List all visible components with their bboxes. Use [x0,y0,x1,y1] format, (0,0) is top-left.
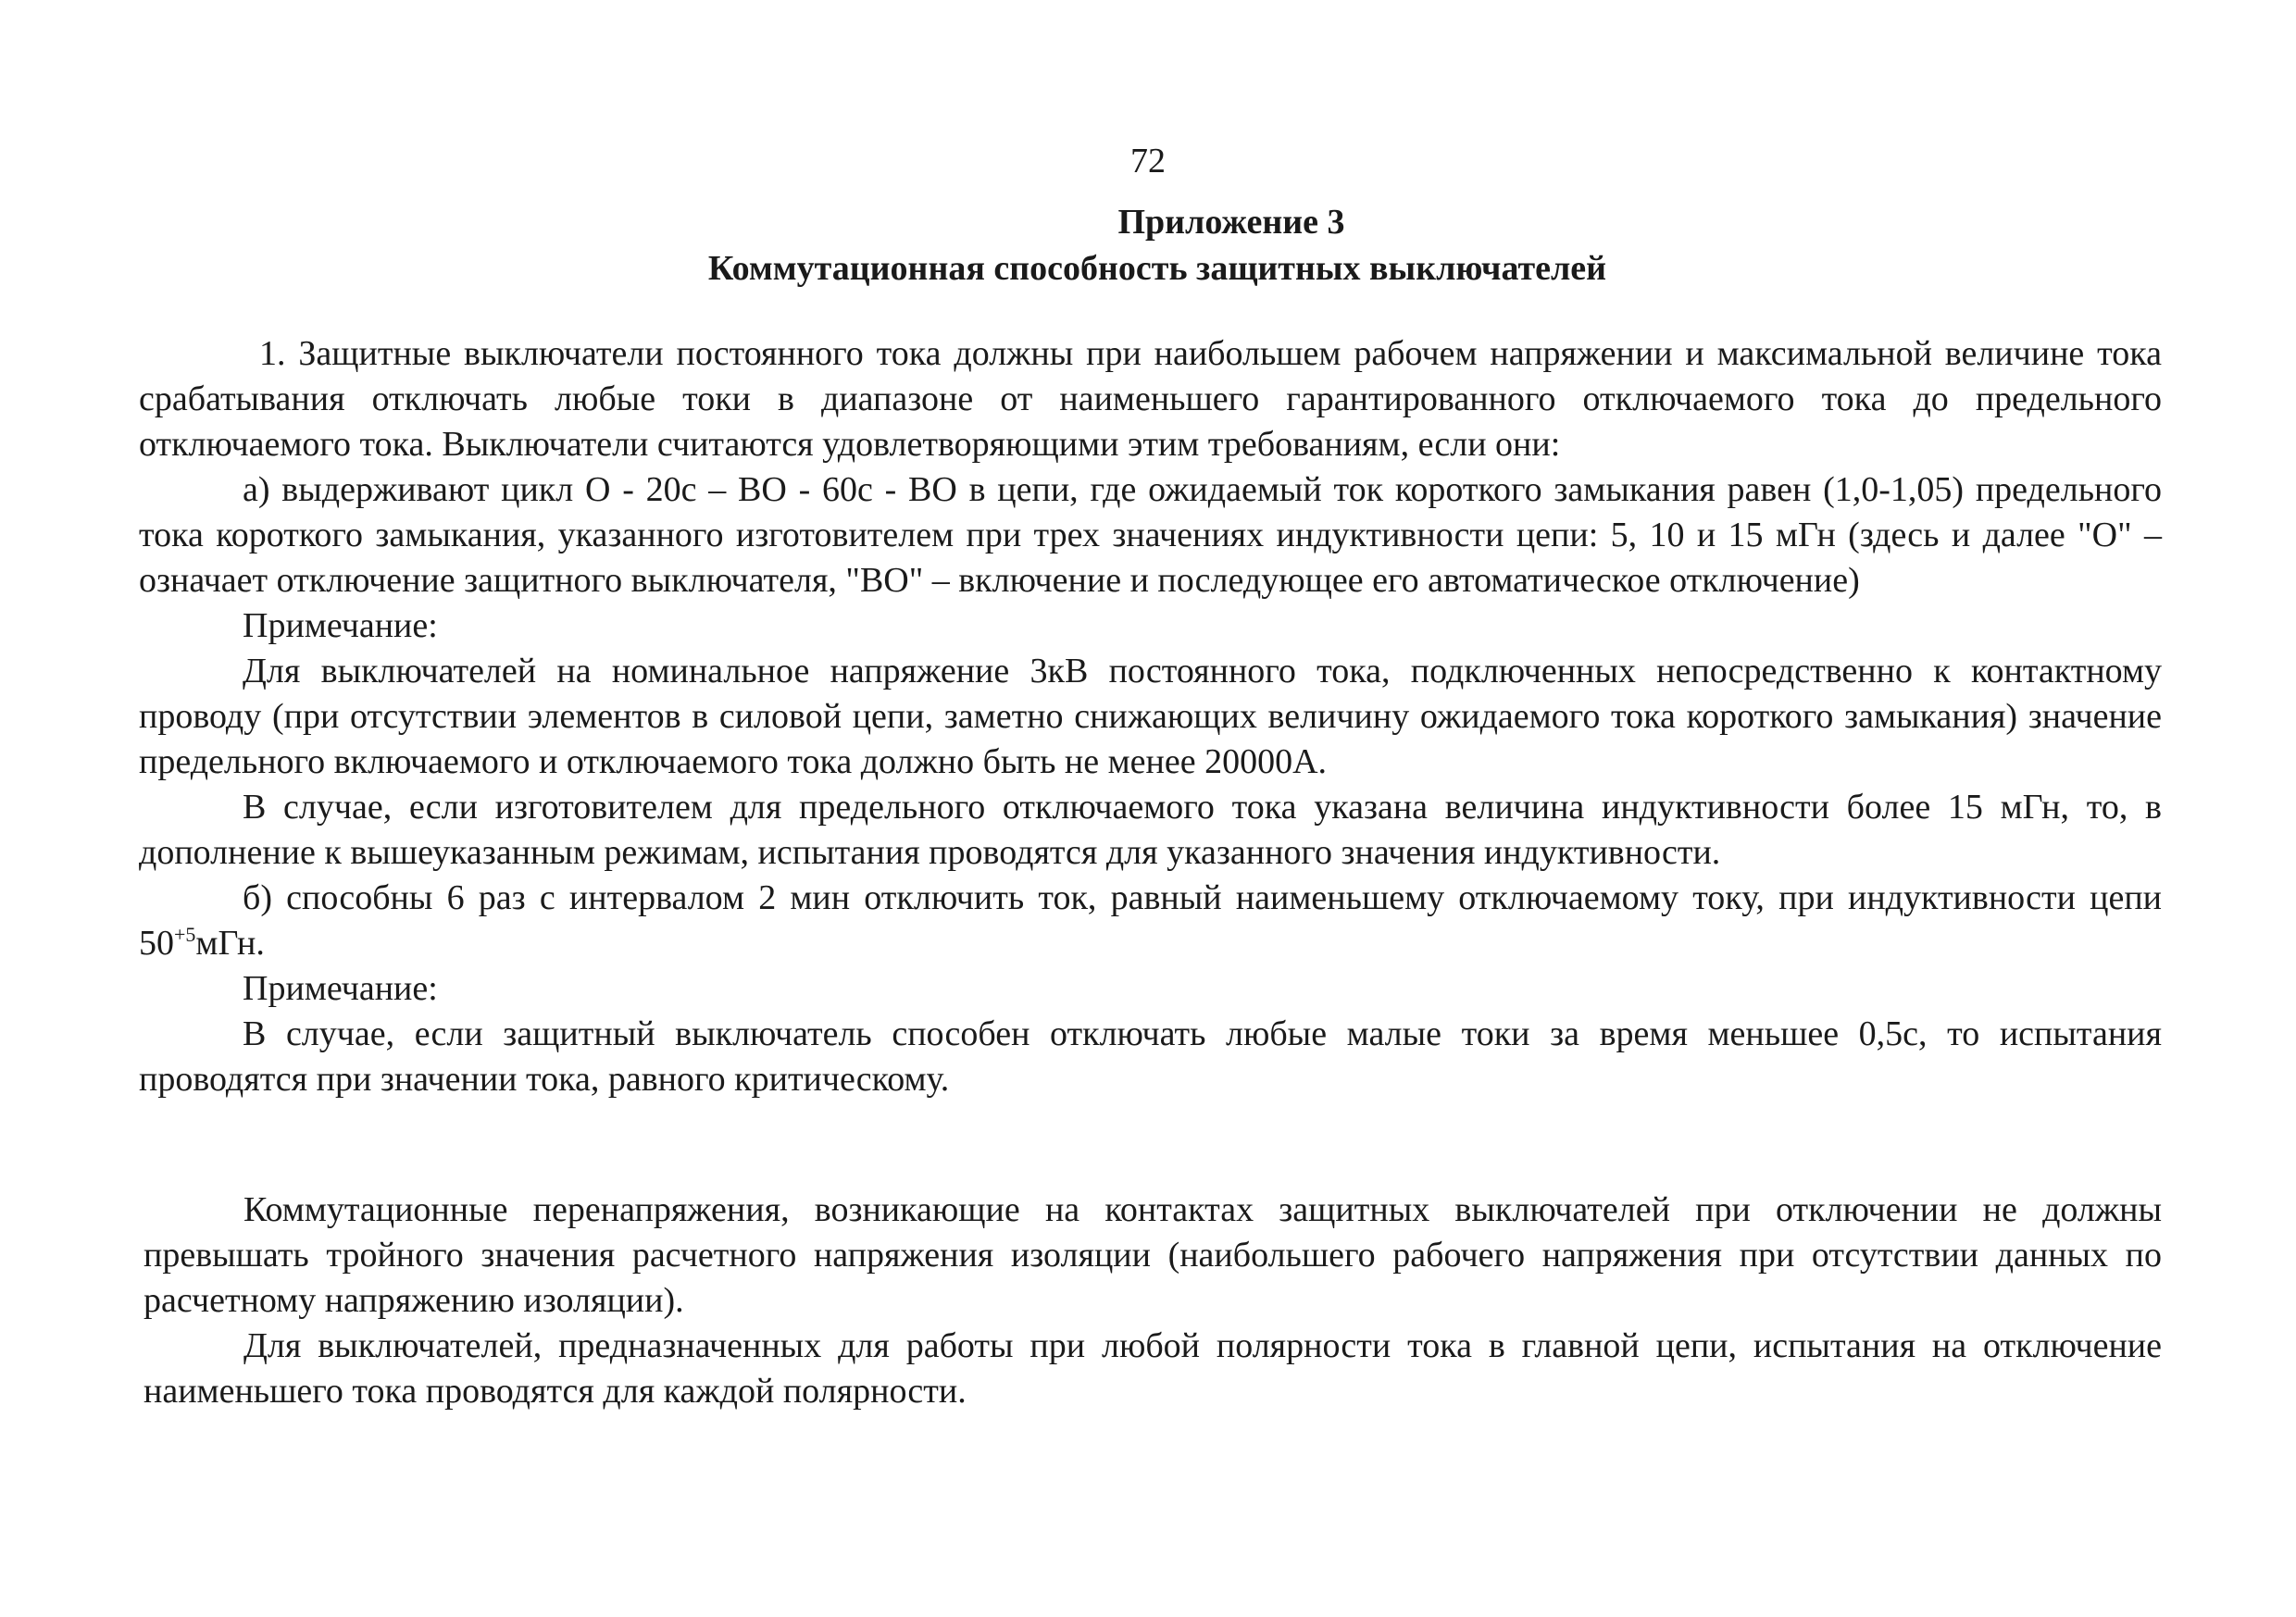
requirements-section [139,331,2162,1102]
polarity-paragraph: Для выключателей, предназначенных для работы при любой полярности тока в главной цепи, испытания на отключение наименьшего тока проводятся для каждой полярности. [144,1326,2162,1411]
item-a-paragraph: а) выдерживают цикл О - 20с – ВО - 60с - ВО в цепи, где ожидаемый ток короткого замыкания равен (1,0-1,05) предельного тока короткого замыкания, указанного изготовителем при трех значениях индуктивности цепи: 5, 10 и 15 мГн (здесь и далее "О" – означает отключение защитного выключателя, "ВО" – включение и последующее его автоматическое отключение) [139,470,2162,600]
item-1-intro-paragraph: 1. Защитные выключатели постоянного тока должны при наибольшем рабочем напряжении и максимальной величине тока срабатывания отключать любые токи в диапазоне от наименьшего гарантированного отключаемого тока до предельного отключаемого тока. Выключатели считаются удовлетворяющими этим требованиям, если они: [139,334,2162,464]
note-b-paragraph: В случае, если защитный выключатель способен отключать любые малые токи за время меньшее 0,5с, то испытания проводятся при значении тока, равного критическому. [139,1014,2162,1099]
note-b-label: Примечание: [243,969,438,1008]
note-a-label: Примечание: [243,606,438,645]
appendix-title: Приложение 3 [1117,203,1345,242]
page-number: 72 [1130,142,1166,180]
overvoltage-section [144,1188,2162,1414]
item-b-paragraph [139,876,2162,966]
note-a-paragraph: Для выключателей на номинальное напряжение 3кВ постоянного тока, подключенных непосредственно к контактному проводу (при отсутствии элементов в силовой цепи, заметно снижающих величину ожидаемого тока короткого замыкания) значение предельного включаемого и отключаемого тока должно быть не менее 20000А. [139,652,2162,781]
document-title: Коммутационная способность защитных выключателей [707,249,1607,288]
case-paragraph: В случае, если изготовителем для предельного отключаемого тока указана величина индуктивности более 15 мГн, то, в дополнение к вышеуказанным режимам, испытания проводятся для указанного значения индуктивности. [139,788,2162,872]
inductance-tolerance-superscript: +5 [174,923,196,946]
item-b-unit-text: мГн. [195,924,265,963]
overvoltage-paragraph: Коммутационные перенапряжения, возникающие на контактах защитных выключателей при отключении не должны превышать тройного значения расчетного напряжения изоляции (наибольшего рабочего напряжения при отсутствии данных по расчетному напряжению изоляции). [144,1190,2162,1320]
item-b-main-text: б) способны 6 раз с интервалом 2 мин отключить ток, равный наименьшему отключаемому току, при индуктивности цепи 50 [139,878,2162,963]
